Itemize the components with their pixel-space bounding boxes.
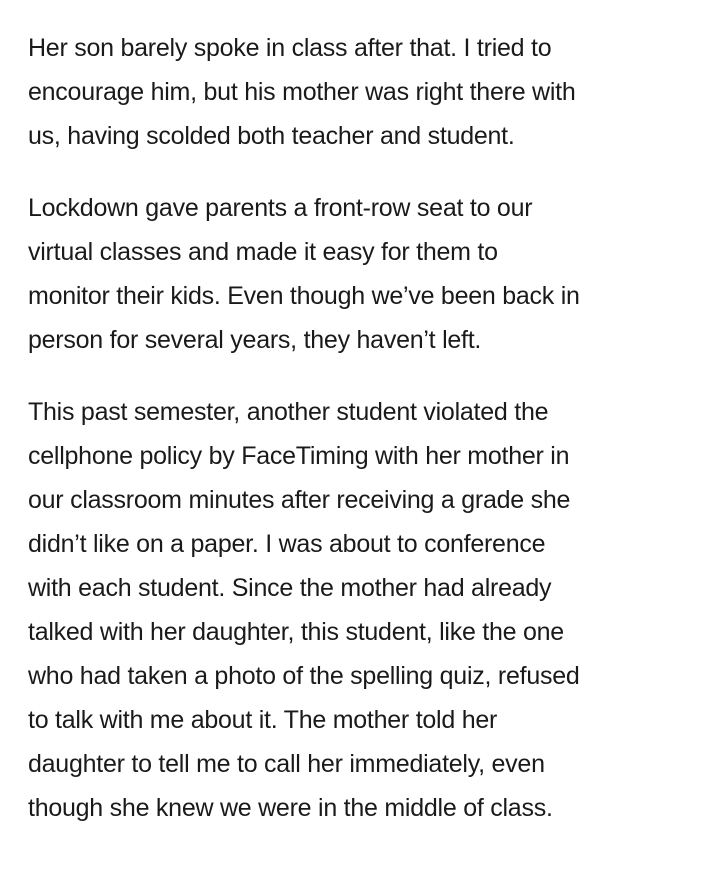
text-line: us, having scolded both teacher and student. [28,122,515,150]
text-line: talked with her daughter, this student, like the one [28,618,564,646]
paragraph-3 [28,390,708,830]
text-line: This past semester, another student violated the [28,398,549,426]
text-line: cellphone policy by FaceTiming with her mother in [28,442,570,470]
text-line: encourage him, but his mother was right there with [28,78,576,106]
text-line: with each student. Since the mother had already [28,574,552,602]
article-body [28,26,708,858]
text-line: Lockdown gave parents a front-row seat to our [28,194,533,222]
text-line: virtual classes and made it easy for them to [28,238,498,266]
text-line: monitor their kids. Even though we’ve been back in [28,282,580,310]
paragraph-1 [28,26,708,158]
text-line: though she knew we were in the middle of class. [28,794,553,822]
text-line: to talk with me about it. The mother told her [28,706,498,734]
paragraph-2 [28,186,708,362]
text-line: person for several years, they haven’t left. [28,326,482,354]
text-line: daughter to tell me to call her immediately, even [28,750,545,778]
text-line: who had taken a photo of the spelling quiz, refused [28,662,580,690]
text-line: didn’t like on a paper. I was about to conference [28,530,546,558]
text-line: our classroom minutes after receiving a grade she [28,486,571,514]
text-line: Her son barely spoke in class after that. I tried to [28,34,552,62]
